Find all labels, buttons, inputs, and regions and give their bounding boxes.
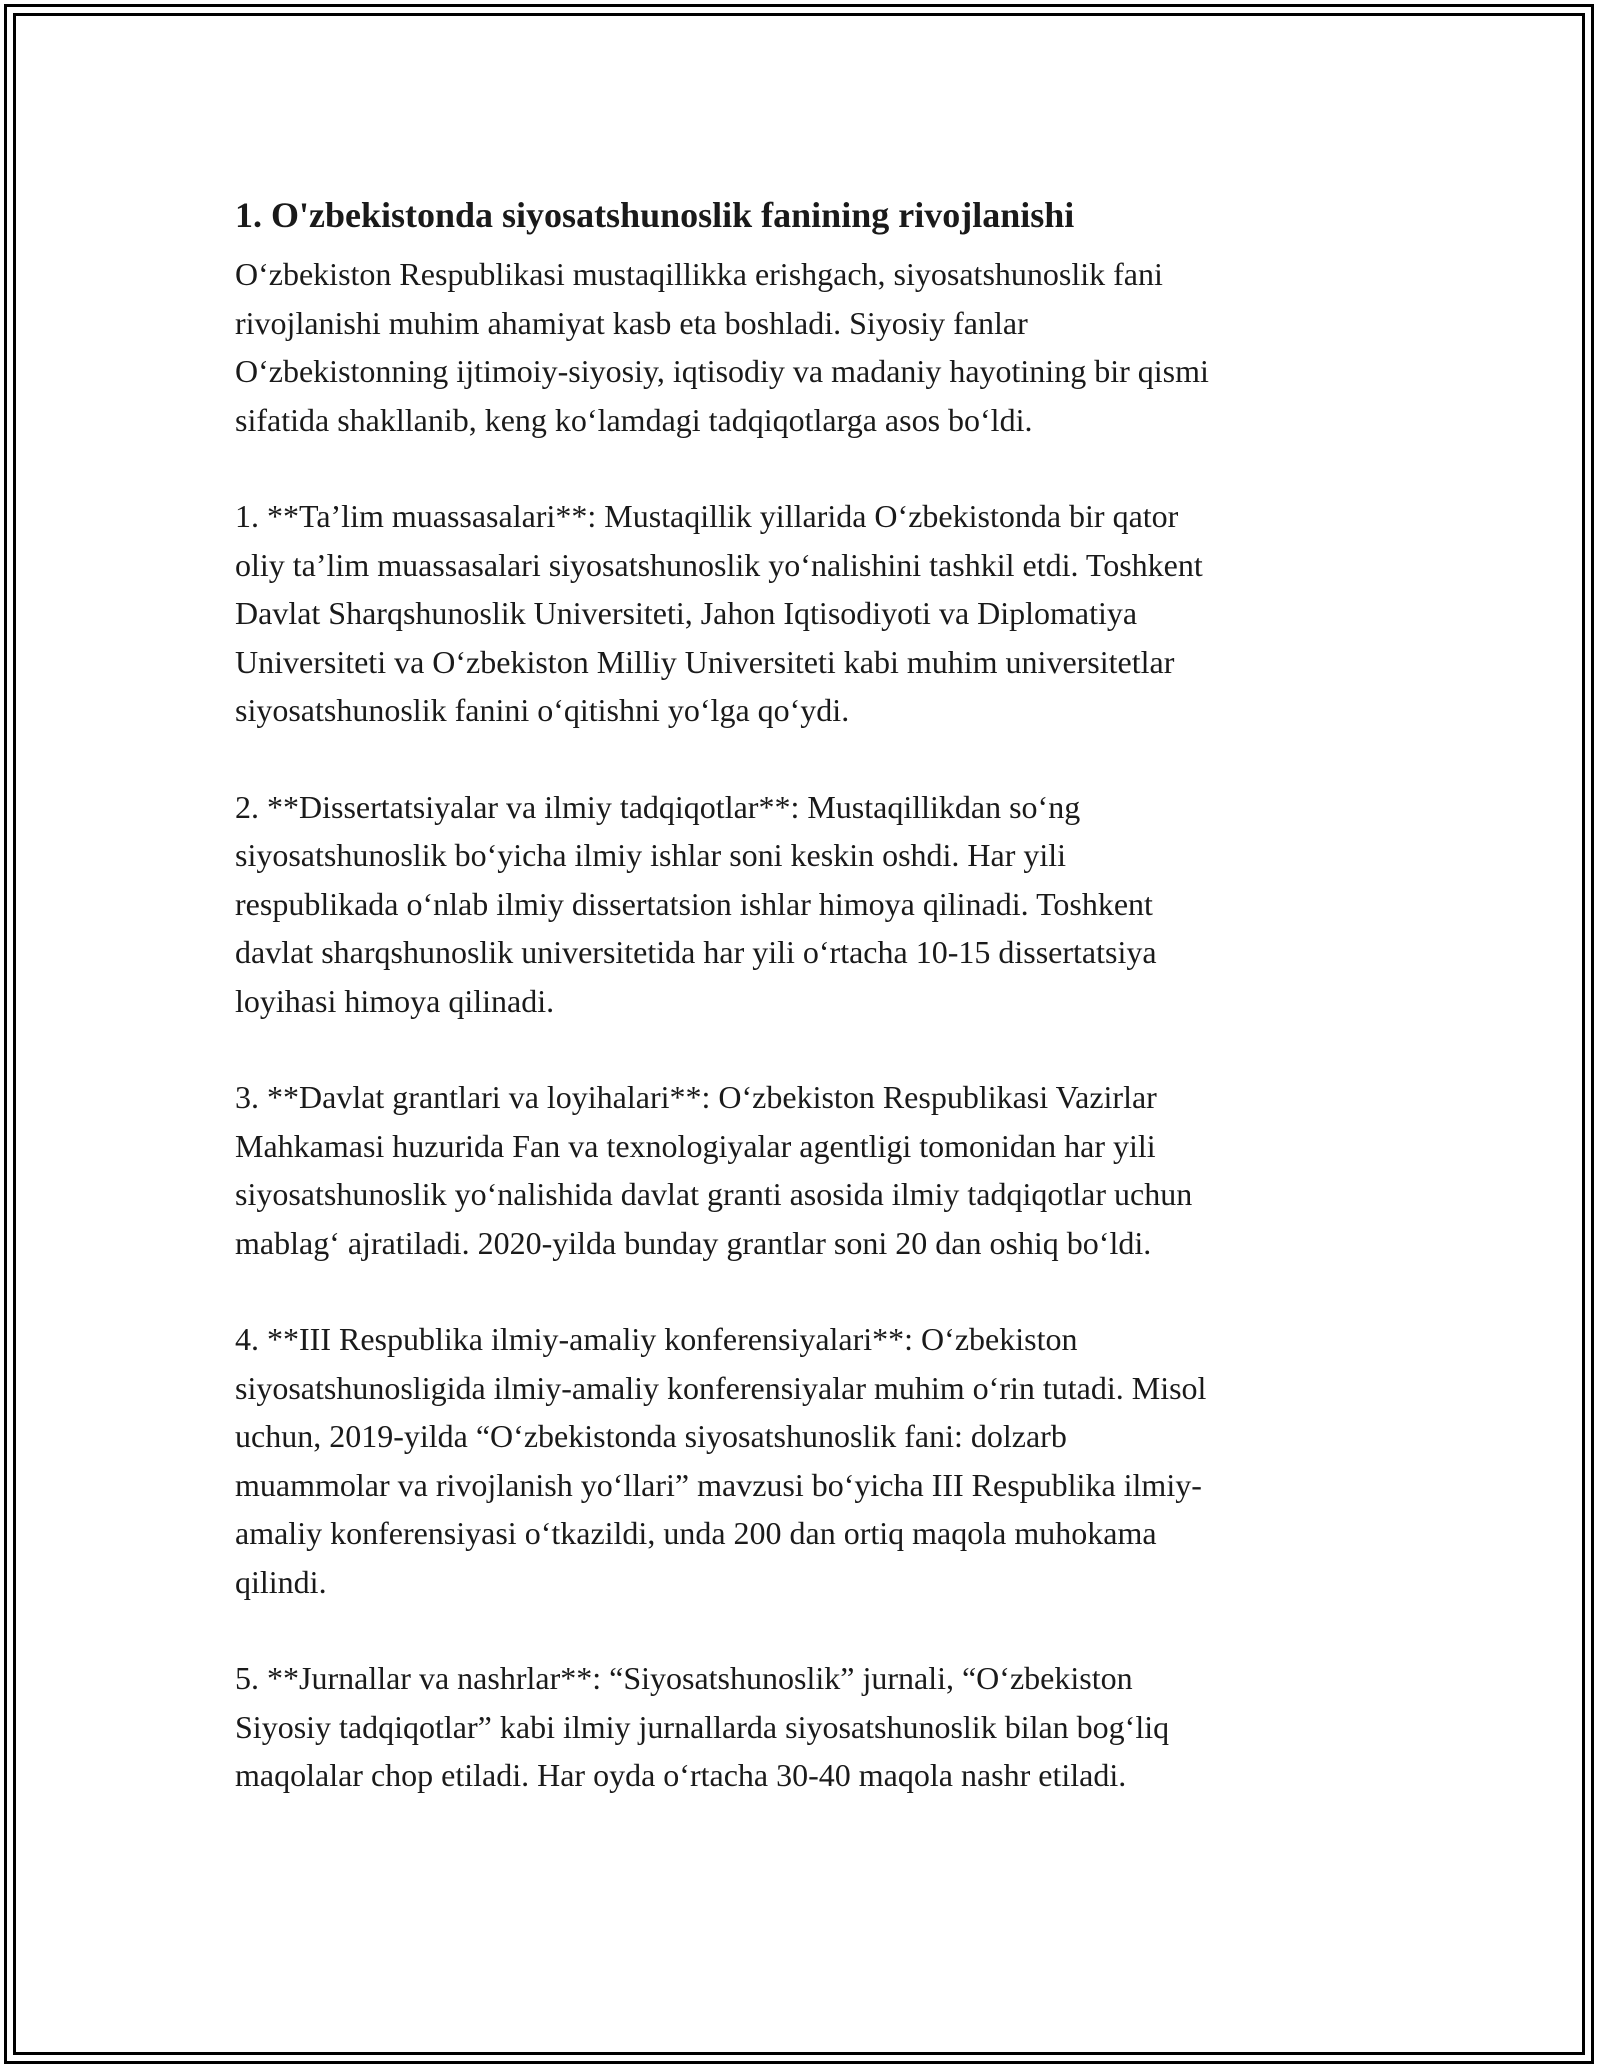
document-title: 1. O'zbekistonda siyosatshunoslik fanining rivojlanishi	[235, 195, 1075, 235]
section-dissertations-paragraph	[235, 783, 1375, 1026]
text-line: mablag‘ ajratiladi. 2020-yilda bunday grantlar soni 20 dan oshiq bo‘ldi.	[235, 1224, 1152, 1261]
text-line: respublikada o‘nlab ilmiy dissertatsion ishlar himoya qilinadi. Toshkent	[235, 885, 1153, 922]
text-line: uchun, 2019-yilda “O‘zbekistonda siyosatshunoslik fani: dolzarb	[235, 1418, 1067, 1454]
document-body	[235, 186, 1375, 1848]
text-line: 5. **Jurnallar va nashrlar**: “Siyosatshunoslik” jurnali, “O‘zbekiston	[235, 1660, 1133, 1696]
text-line: loyihasi himoya qilinadi.	[235, 982, 555, 1019]
text-line: 2. **Dissertatsiyalar va ilmiy tadqiqotlar**: Mustaqillikdan so‘ng	[235, 788, 1081, 825]
text-line: davlat sharqshunoslik universitetida har yili o‘rtacha 10-15 dissertatsiya	[235, 934, 1157, 970]
text-line: siyosatshunoslik yo‘nalishida davlat granti asosida ilmiy tadqiqotlar uchun	[235, 1176, 1193, 1212]
text-line: siyosatshunoslik fanini o‘qitishni yo‘lga qo‘ydi.	[235, 692, 850, 728]
text-line: O‘zbekiston Respublikasi mustaqillikka erishgach, siyosatshunoslik fani	[235, 256, 1163, 292]
text-line: qilindi.	[235, 1563, 327, 1600]
text-line: muammolar va rivojlanish yo‘llari” mavzusi bo‘yicha III Respublika ilmiy-	[235, 1466, 1202, 1503]
text-line: Mahkamasi huzurida Fan va texnologiyalar agentligi tomonidan har yili	[235, 1127, 1156, 1164]
text-line: rivojlanishi muhim ahamiyat kasb eta boshladi. Siyosiy fanlar	[235, 304, 1028, 341]
text-line: Davlat Sharqshunoslik Universiteti, Jahon Iqtisodiyoti va Diplomatiya	[235, 595, 1138, 631]
text-line: maqolalar chop etiladi. Har oyda o‘rtacha 30-40 maqola nashr etiladi.	[235, 1757, 1127, 1793]
section-journals-paragraph	[235, 1654, 1375, 1800]
text-line: 3. **Davlat grantlari va loyihalari**: O‘zbekiston Respublikasi Vazirlar	[235, 1079, 1157, 1115]
text-line: siyosatshunosligida ilmiy-amaliy konferensiyalar muhim o‘rin tutadi. Misol	[235, 1369, 1207, 1406]
section-conferences-paragraph	[235, 1315, 1375, 1606]
text-line: O‘zbekistonning ijtimoiy-siyosiy, iqtisodiy va madaniy hayotining bir qismi	[235, 353, 1209, 389]
text-line: amaliy konferensiyasi o‘tkazildi, unda 200 dan ortiq maqola muhokama	[235, 1515, 1157, 1551]
intro-paragraph	[235, 250, 1375, 444]
text-line: siyosatshunoslik bo‘yicha ilmiy ishlar soni keskin oshdi. Har yili	[235, 837, 1067, 873]
text-line: Universiteti va O‘zbekiston Milliy Universiteti kabi muhim universitetlar	[235, 643, 1175, 680]
section-grants-paragraph	[235, 1073, 1375, 1267]
section-education-paragraph	[235, 492, 1375, 735]
text-line: 1. **Ta’lim muassasalari**: Mustaqillik yillarida O‘zbekistonda bir qator	[235, 498, 1179, 534]
text-line: oliy ta’lim muassasalari siyosatshunoslik yo‘nalishini tashkil etdi. Toshkent	[235, 546, 1203, 583]
text-line: Siyosiy tadqiqotlar” kabi ilmiy jurnallarda siyosatshunoslik bilan bog‘liq	[235, 1708, 1170, 1745]
text-line: 4. **III Respublika ilmiy-amaliy konferensiyalari**: O‘zbekiston	[235, 1321, 1078, 1357]
text-line: sifatida shakllanib, keng ko‘lamdagi tadqiqotlarga asos bo‘ldi.	[235, 401, 1033, 438]
